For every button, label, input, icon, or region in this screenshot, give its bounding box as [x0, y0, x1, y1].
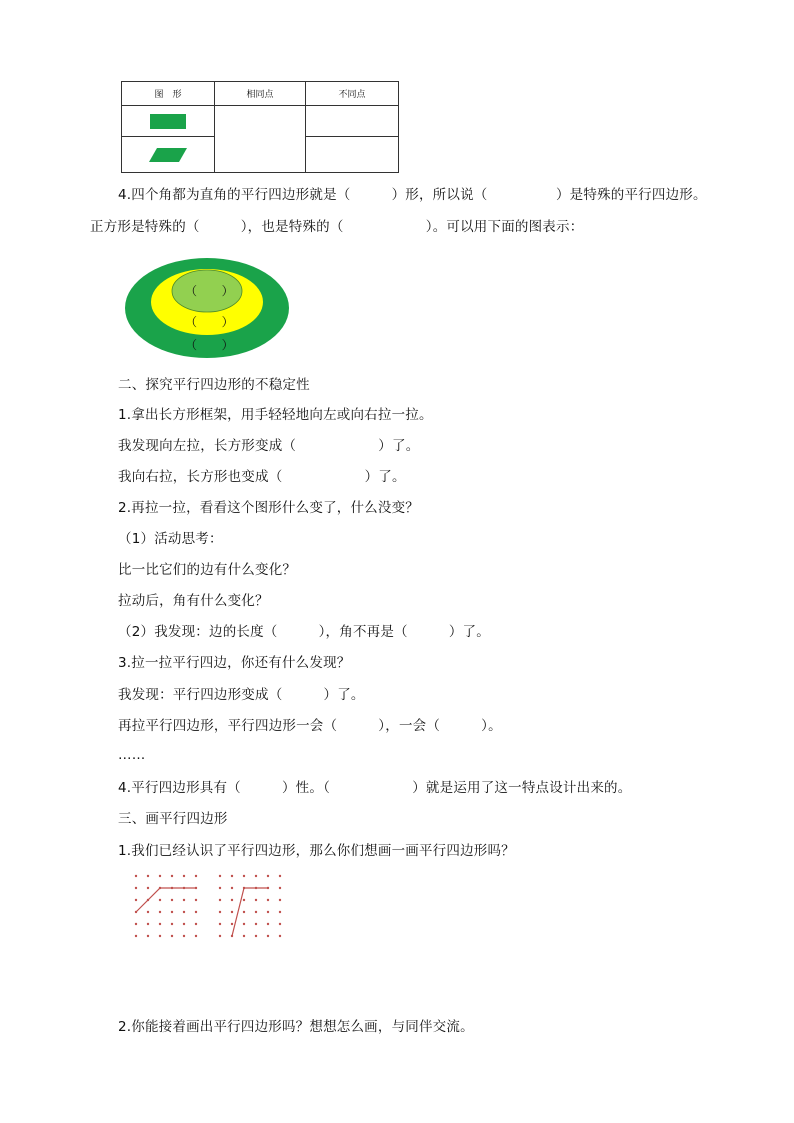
table-cell-different-1[interactable] — [306, 106, 399, 137]
grid-dot — [183, 899, 185, 901]
grid-dot — [255, 935, 257, 937]
grid-dot — [171, 875, 173, 877]
grid-dot — [231, 911, 233, 913]
grid-dot — [279, 911, 281, 913]
s2-q1-b: 我向右拉，长方形也变成（ ）了。 — [118, 469, 406, 485]
grid-dot — [171, 911, 173, 913]
dot-grid-2-start-lines — [232, 888, 268, 936]
rectangle-shape — [150, 114, 186, 129]
grid-dot — [159, 899, 161, 901]
ellipse-middle-label: （ ） — [185, 315, 234, 329]
grid-dot — [147, 911, 149, 913]
grid-dot — [219, 911, 221, 913]
grid-dot — [255, 923, 257, 925]
table-header-shape: 图 形 — [122, 82, 215, 106]
grid-dot — [219, 875, 221, 877]
grid-dot — [135, 887, 137, 889]
s3-q1: 1.我们已经认识了平行四边形，那么你们想画一画平行四边形吗？ — [118, 843, 515, 859]
s2-q2-1a: 比一比它们的边有什么变化？ — [118, 562, 297, 578]
grid-dot — [231, 887, 233, 889]
grid-dot — [195, 899, 197, 901]
grid-dot — [279, 935, 281, 937]
grid-dot — [195, 911, 197, 913]
table-header-different: 不同点 — [306, 82, 399, 106]
grid-dot — [279, 875, 281, 877]
s2-q3: 3.拉一拉平行四边，你还有什么发现？ — [118, 655, 351, 671]
grid-dot — [135, 935, 137, 937]
dot-grid-1[interactable] — [130, 870, 202, 942]
grid-dot — [255, 899, 257, 901]
grid-dot — [147, 887, 149, 889]
grid-dot — [219, 899, 221, 901]
grid-dot — [219, 923, 221, 925]
grid-dot — [267, 911, 269, 913]
grid-dot — [159, 911, 161, 913]
grid-dot — [159, 935, 161, 937]
grid-dot — [231, 875, 233, 877]
grid-dot — [159, 923, 161, 925]
grid-dot — [159, 875, 161, 877]
parallelogram-shape — [149, 148, 187, 162]
grid-dot — [183, 875, 185, 877]
grid-dot — [243, 923, 245, 925]
grid-dot — [183, 911, 185, 913]
table-cell-same-answer[interactable] — [215, 106, 306, 173]
grid-dot — [279, 899, 281, 901]
grid-dot — [147, 935, 149, 937]
grid-dot — [267, 899, 269, 901]
grid-dot — [243, 875, 245, 877]
grid-dot — [243, 911, 245, 913]
s2-q1-a: 我发现向左拉，长方形变成（ ）了。 — [118, 438, 420, 454]
grid-dot — [195, 935, 197, 937]
dot-grid-2[interactable] — [214, 870, 286, 942]
table-header-same: 相同点 — [215, 82, 306, 106]
grid-dot — [135, 875, 137, 877]
s2-q1: 1.拿出长方形框架，用手轻轻地向左或向右拉一拉。 — [118, 407, 433, 423]
grid-dot — [147, 923, 149, 925]
section2-title: 二、探究平行四边形的不稳定性 — [118, 377, 310, 393]
grid-dot — [183, 923, 185, 925]
grid-dot — [243, 899, 245, 901]
s2-q4: 4.平行四边形具有（ ）性。（ ）就是运用了这一特点设计出来的。 — [118, 780, 632, 796]
s2-q3-b: 再拉平行四边形，平行四边形一会（ ），一会（ ）。 — [118, 718, 502, 734]
s2-q2: 2.再拉一拉，看看这个图形什么变了，什么没变？ — [118, 500, 419, 516]
table-cell-parallelogram — [122, 137, 215, 173]
comparison-table — [121, 81, 399, 173]
ellipse-inner-label: （ ） — [185, 284, 234, 298]
dot-grid-1-dots — [135, 875, 197, 937]
grid-dot — [243, 935, 245, 937]
q4-line1: 4.四个角都为直角的平行四边形就是（ ）形，所以说（ ）是特殊的平行四边形。 — [118, 187, 707, 203]
s2-q3-c: …… — [118, 747, 146, 763]
s2-q3-a: 我发现：平行四边形变成（ ）了。 — [118, 687, 365, 703]
dot-grid-1-start-lines — [136, 888, 196, 912]
table-cell-different-2[interactable] — [306, 137, 399, 173]
q4-line2: 正方形是特殊的（ ），也是特殊的（ ）。可以用下面的图表示： — [90, 219, 584, 235]
grid-dot — [231, 923, 233, 925]
grid-dot — [255, 875, 257, 877]
section3-title: 三、画平行四边形 — [118, 811, 228, 827]
grid-dot — [171, 899, 173, 901]
grid-dot — [171, 923, 173, 925]
grid-dot — [267, 875, 269, 877]
grid-dot — [267, 935, 269, 937]
grid-dot — [279, 887, 281, 889]
grid-dot — [219, 935, 221, 937]
grid-dot — [279, 923, 281, 925]
ellipse-outer-label: （ ） — [185, 338, 234, 352]
s2-q2-1: （1）活动思考： — [118, 531, 223, 547]
grid-dot — [219, 887, 221, 889]
s2-q2-1b: 拉动后，角有什么变化？ — [118, 593, 269, 609]
grid-dot — [171, 935, 173, 937]
s3-q2: 2.你能接着画出平行四边形吗？想想怎么画，与同伴交流。 — [118, 1019, 474, 1035]
grid-dot — [195, 875, 197, 877]
grid-dot — [255, 911, 257, 913]
grid-dot — [147, 875, 149, 877]
s2-q2-2: （2）我发现：边的长度（ ），角不再是（ ）了。 — [118, 624, 490, 640]
grid-dot — [135, 923, 137, 925]
grid-dot — [267, 923, 269, 925]
grid-dot — [231, 899, 233, 901]
dot-grid-2-dots — [219, 875, 281, 937]
table-cell-rectangle — [122, 106, 215, 137]
grid-dot — [183, 935, 185, 937]
grid-dot — [195, 923, 197, 925]
grid-dot — [135, 899, 137, 901]
